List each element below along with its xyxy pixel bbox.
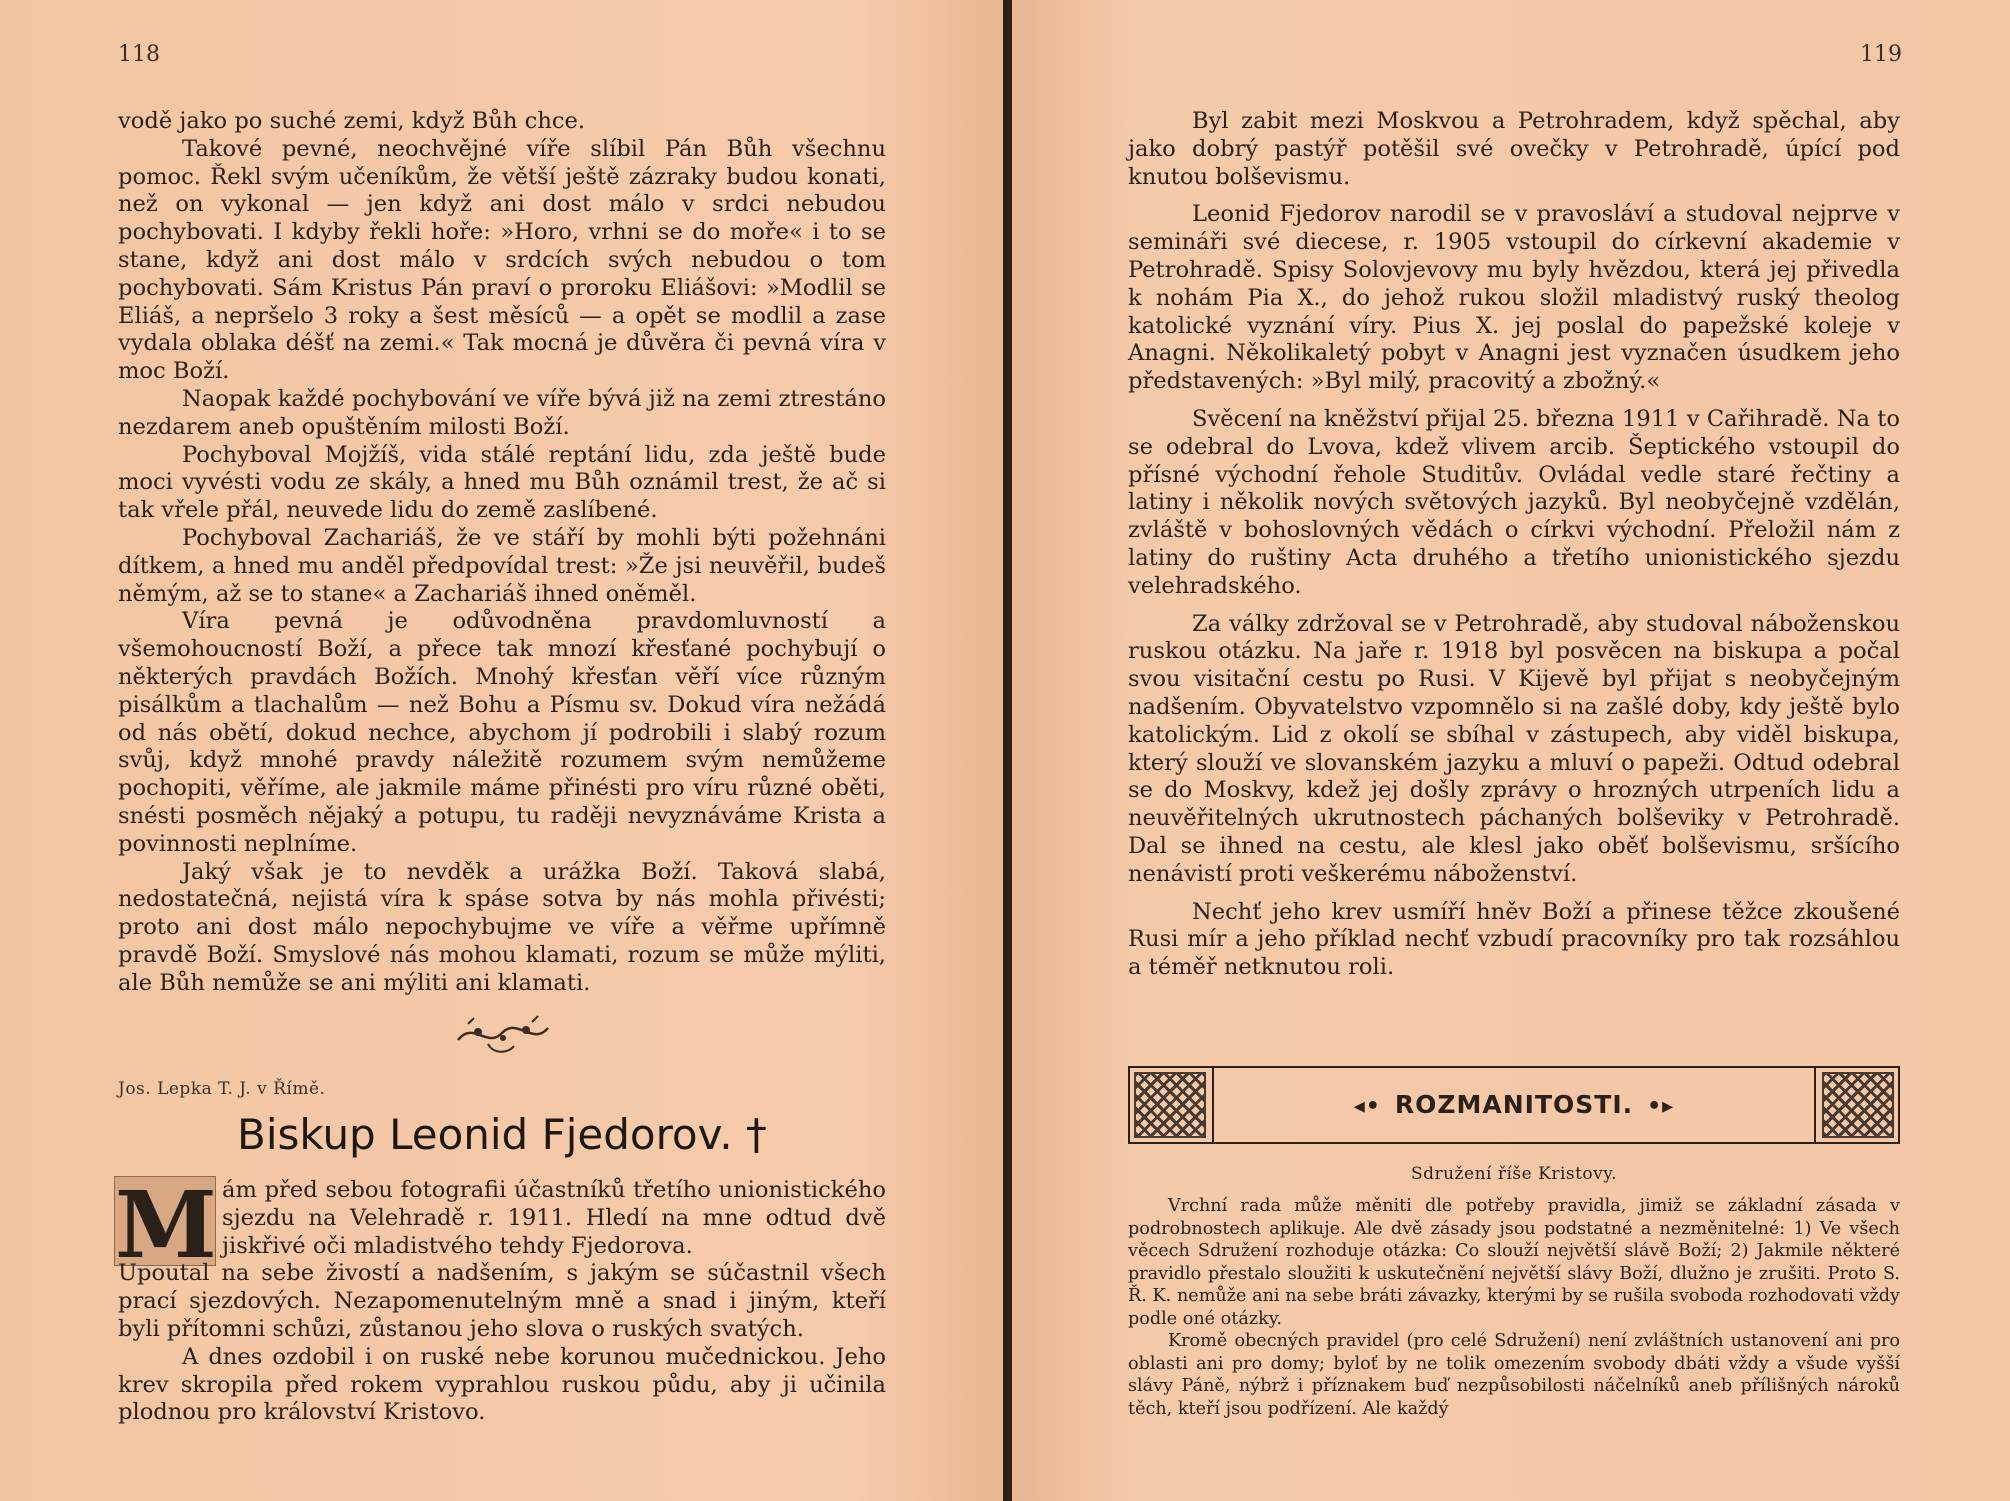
article-body [118, 1177, 886, 1427]
right-arrow-ornament-icon: •▸ [1647, 1094, 1675, 1119]
left-arrow-ornament-icon: ◂• [1353, 1094, 1381, 1119]
section-title: ROZMANITOSTI. [1394, 1090, 1634, 1119]
section-banner-label [1130, 1090, 1898, 1119]
right-page-text [1128, 108, 1900, 982]
paragraph: Takové pevné, neochvějné víře slíbil Pán Bůh všechnu pomoc. Řekl svým učeníkům, že větší ještě zázraky budou konati, než on vykonal — jen když ani dost málo v srdci nebudou pochybovati. I kdyby řekli hoře: »Horo, vrhni se do moře« i to se stane, když ani dost málo v srdcích svých nebudou o tom pochybovati. Sám Kristus Pán praví o proroku Eliášovi: »Modlil se Eliáš, a nepršelo 3 roky a šest měsíců — a opět se modlil a zase vydala oblaka déšť na zemi.« Tak mocná je důvěra či pevná víra v moc Boží. [118, 135, 886, 385]
ornament-block-icon [1822, 1072, 1894, 1138]
paragraph: Svěcení na kněžství přijal 25. března 1911 v Cařihradě. Na to se odebral do Lvova, kdež vlivem arcib. Šeptického vstoupil do přísné východní řehole Studitův. Ovládal vedle staré řečtiny a latiny i několik nových světových jazyků. Byl neobyčejně vzdělán, zvláště v bohoslovných vědách o církvi východní. Přeložil nám z latiny do ruštiny Acta druhého a třetího unionistického sjezdu velehradského. [1128, 405, 1900, 599]
book-gutter [1003, 0, 1012, 1501]
paragraph: Leonid Fjedorov narodil se v pravosláví a studoval nejprve v semináři své diecese, r. 1905 vstoupil do církevní akademie v Petrohradě. Spisy Solovjevovy mu byly hvězdou, která jej přivedla k nohám Pia X., do jehož rukou složil mladistvý ruský theolog katolické vyznání víry. Pius X. jej poslal do papežské koleje v Anagni. Několikaletý pobyt v Anagni jest vyznačen úsudkem jeho představených: »Byl milý, pracovitý a zbožný.« [1128, 201, 1900, 395]
floral-ornament-icon [448, 1010, 558, 1060]
right-page-number: 119 [1860, 42, 1902, 67]
paragraph: Upoutal na sebe živostí a nadšením, s jakým se súčastnil všech prací sjezdových. Nezapomenutelným mně a snad i jiným, kteří byli přítomni schůzi, zůstanou jeho slova o ruských svatých. [118, 1260, 886, 1342]
paragraph: Nechť jeho krev usmíří hněv Boží a přinese těžce zkoušené Rusi mír a jeho příklad nechť vzbudí pracovníky pro tak rozsáhlou a téměř netknutou roli. [1128, 898, 1900, 981]
section-subhead: Sdružení říše Kristovy. [1410, 1164, 1618, 1184]
paragraph: Za války zdržoval se v Petrohradě, aby studoval náboženskou ruskou otázku. Na jaře r. 1918 byl posvěcen na biskupa a počal svou visitační cestu po Rusi. V Kijevě byl přijat s neobyčejným nadšením. Obyvatelstvo vzpomnělo si na zašlé doby, kdy ještě bylo katolickým. Lid z okolí se sbíhal v zástupech, aby viděl biskupa, který slouží ve slovanském jazyku a mluví o papeži. Odtud odebral se do Moskvy, kdež jej došly zprávy o hrozných utrpeních lidu a neuvěřitelných ukrutnostech páchaných bolševiky v Petrohradě. Dal se ihned na cestu, ale klesl jako oběť bolševismu, sršícího nenávistí proti veškerému náboženství. [1128, 610, 1900, 887]
paragraph: Jaký však je to nevděk a urážka Boží. Taková slabá, nedostatečná, nejistá víra k spáse sotva by nás mohla přivésti; proto ani dost málo nepochybujme ve víře a věřme upřímně pravdě Boží. Smyslové nás mohou klamati, rozum se může mýliti, ale Bůh nemůže se ani mýliti ani klamati. [118, 858, 886, 996]
paragraph: Byl zabit mezi Moskvou a Petrohradem, když spěchal, aby jako dobrý pastýř potěšil své ovečky v Petrohradě, úpící pod knutou bolševismu. [1128, 108, 1900, 190]
section-banner [1128, 1066, 1900, 1144]
left-page-text [118, 108, 886, 998]
article-title: Biskup Leonid Fjedorov. † [237, 1110, 767, 1159]
paragraph: Kromě obecných pravidel (pro celé Sdružení) není zvláštních ustanovení ani pro oblasti ani pro domy; byloť by ne tolik omezením svobody dbáti vždy a všude vyšší slávy Páně, nýbrž i příznakem buď nezpůsobilosti náčelníků aneb přílišných nároků těch, kteří jsou podřízení. Ale každý [1128, 1331, 1900, 1419]
paragraph: Pochyboval Mojžíš, vida stálé reptání lidu, zda ještě bude moci vyvésti vodu ze skály, a hned mu Bůh oznámil trest, že ač si tak vřele přál, neuvede lidu do země zaslíbené. [118, 441, 886, 524]
paragraph: A dnes ozdobil i on ruské nebe korunou mučednickou. Jeho krev skropila před rokem vyprahlou ruskou půdu, aby ji učinila plodnou pro království Kristovo. [118, 1343, 886, 1426]
article-author: Jos. Lepka T. J. v Římě. [118, 1079, 326, 1099]
paragraph: Pochyboval Zachariáš, že ve stáří by mohli býti požehnáni dítkem, a hned mu anděl předpovídal trest: »Že jsi neuvěřil, budeš němým, až se to stane« a Zachariáš ihned oněměl. [118, 524, 886, 607]
article-opening: ám před sebou fotografii účastníků třetího unionistického sjezdu na Velehradě r. 1911. Hledí na mne odtud dvě jiskřivé oči mladistvého tehdy Fjedorova. [222, 1177, 886, 1259]
paragraph: Vrchní rada může měniti dle potřeby pravidla, jimiž se základní zásada v podrobnostech aplikuje. Ale dvě zásady jsou podstatné a nezměnitelné: 1) Ve všech věcech Sdružení rozhoduje otázka: Co slouží největší slávě Boží; 2) Jakmile některé pravidlo přestalo sloužiti k uskutečnění největší slávy Boží, dlužno je zrušiti. Proto S. Ř. K. nemůže ani na sebe bráti závazky, kterými by se rušila svoboda rozhodovati vždy podle oné otázky. [1128, 1196, 1900, 1329]
paragraph: vodě jako po suché zemi, když Bůh chce. [118, 108, 586, 134]
left-page-number: 118 [118, 42, 160, 67]
small-print-text [1128, 1195, 1900, 1420]
paragraph: Víra pevná je odůvodněna pravdomluvností a všemohoucností Boží, a přece tak mnozí křesťané pochybují o některých pravdách Božích. Mnohý křesťan věří více různým pisálkům a tlachalům — než Bohu a Písmu sv. Dokud víra nežádá od nás obětí, dokud nechce, abychom jí podrobili i slabý rozum svůj, když mnohé pravdy náležitě rozumem svým nemůžeme pochopiti, věříme, ale jakmile máme přinésti pro víru různé oběti, snésti posměch nějaký a potupu, tu raději nevyznáváme Krista a povinnosti neplníme. [118, 608, 886, 857]
dropcap-letter: M [115, 1171, 217, 1279]
paragraph: Naopak každé pochybování ve víře bývá již na zemi ztrestáno nezdarem aneb opuštěním milosti Boží. [118, 385, 886, 440]
